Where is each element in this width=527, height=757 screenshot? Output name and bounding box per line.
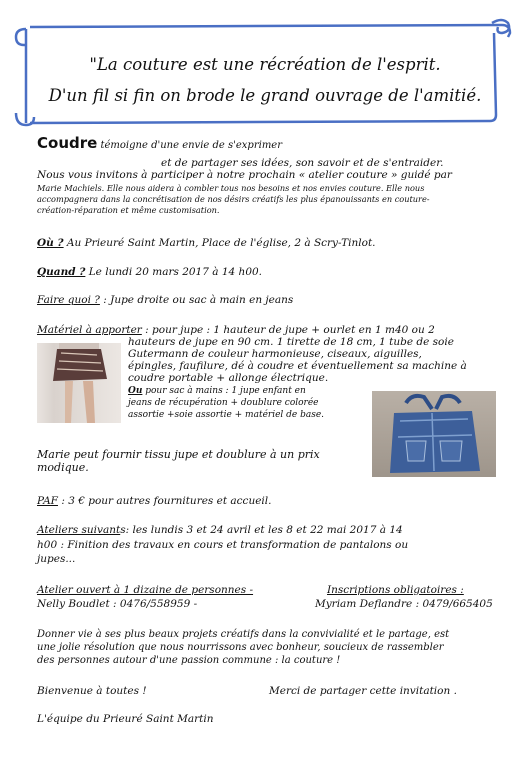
material-line-1 — [37, 324, 435, 336]
intro-title: Coudre — [37, 134, 98, 152]
intro-first-line — [37, 134, 282, 152]
paf-label: PAF — [37, 495, 58, 507]
material-text-6: pour sac à mains : 1 jupe enfant en — [142, 386, 306, 396]
welcome-text: Bienvenue à toutes ! — [37, 685, 147, 697]
jeans-bag-photo — [372, 391, 496, 477]
intro-line-2: et de partager ses idées, son savoir et de s'entraider. — [161, 157, 444, 169]
closing-line-2: une jolie résolution que nous nourrissons avec bonheur, soucieux de rassembler — [37, 642, 444, 653]
material-label: Matériel à apporter — [37, 324, 142, 336]
material-text-1: : pour jupe : 1 hauteur de jupe + ourlet en 1 m40 ou 2 — [141, 324, 435, 336]
when-text: Le lundi 20 mars 2017 à 14 h00. — [85, 266, 263, 278]
material-line-5: coudre portable + allonge électrique. — [128, 372, 329, 384]
paf-line — [37, 495, 271, 507]
intro-line-5: accompagnera dans la concrétisation de nos désirs créatifs les plus épanouissants en couture- — [37, 194, 430, 204]
where-text: Au Prieuré Saint Martin, Place de l'église, 2 à Scry-Tinlot. — [63, 237, 376, 249]
next-workshops-line-2: h00 : Finition des travaux en cours et transformation de pantalons ou — [37, 539, 409, 551]
workshop-capacity: Atelier ouvert à 1 dizaine de personnes - — [37, 584, 254, 596]
quote-line-1: "La couture est une récréation de l'esprit. — [89, 55, 441, 74]
quote-line-2: D'un fil si fin on brode le grand ouvrage de l'amitié. — [48, 86, 482, 105]
contact-myriam: Myriam Deflandre : 0479/665405 — [315, 598, 493, 610]
intro-line-4: Marie Machiels. Elle nous aidera à combler tous nos besoins et nos envies couture. Elle nous — [37, 183, 425, 193]
marie-line-1: Marie peut fournir tissu jupe et doublure à un prix — [37, 448, 320, 461]
material-line-2: hauteurs de jupe en 90 cm. 1 tirette de 18 cm, 1 tube de soie — [128, 336, 454, 348]
what-line — [37, 294, 293, 306]
paf-text: : 3 € pour autres fournitures et accueil. — [57, 495, 272, 507]
next-workshops-text-1: s: les lundis 3 et 24 avril et les 8 et 22 mai 2017 à 14 — [120, 524, 403, 536]
signature: L'équipe du Prieuré Saint Martin — [37, 713, 214, 725]
bag-label: Ou — [128, 386, 143, 396]
marie-line-2: modique. — [37, 461, 89, 474]
material-line-8: assortie +soie assortie + matériel de base. — [128, 410, 325, 420]
next-workshops-label: Ateliers suivant — [37, 524, 121, 536]
material-line-6 — [128, 386, 306, 396]
closing-line-3: des personnes autour d'une passion commune : la couture ! — [37, 655, 341, 666]
material-line-7: jeans de récupération + doublure colorée — [128, 398, 319, 408]
material-line-3: Gutermann de couleur harmonieuse, ciseaux, aiguilles, — [128, 348, 422, 360]
contact-nelly: Nelly Boudlet : 0476/558959 - — [37, 598, 198, 610]
skirt-photo — [37, 343, 121, 423]
thanks-text: Merci de partager cette invitation . — [269, 685, 457, 697]
intro-line-6: création-réparation et même customisation. — [37, 205, 220, 215]
where-label: Où ? — [37, 237, 64, 249]
registration-mandatory: Inscriptions obligatoires : — [327, 584, 464, 596]
closing-line-1: Donner vie à ses plus beaux projets créatifs dans la convivialité et le partage, est — [37, 629, 450, 640]
next-workshops-line-1 — [37, 524, 403, 536]
when-label: Quand ? — [37, 266, 86, 278]
what-text: : Jupe droite ou sac à main en jeans — [99, 294, 294, 306]
intro-line-3: Nous vous invitons à participer à notre prochain « atelier couture » guidé par — [37, 169, 452, 181]
material-line-4: épingles, faufilure, dé à coudre et éventuellement sa machine à — [128, 360, 467, 372]
next-workshops-line-3: jupes... — [37, 553, 76, 565]
where-line — [37, 237, 376, 249]
when-line — [37, 266, 262, 278]
what-label: Faire quoi ? — [37, 294, 100, 306]
intro-line-1: témoigne d'une envie de s'exprimer — [97, 140, 282, 151]
